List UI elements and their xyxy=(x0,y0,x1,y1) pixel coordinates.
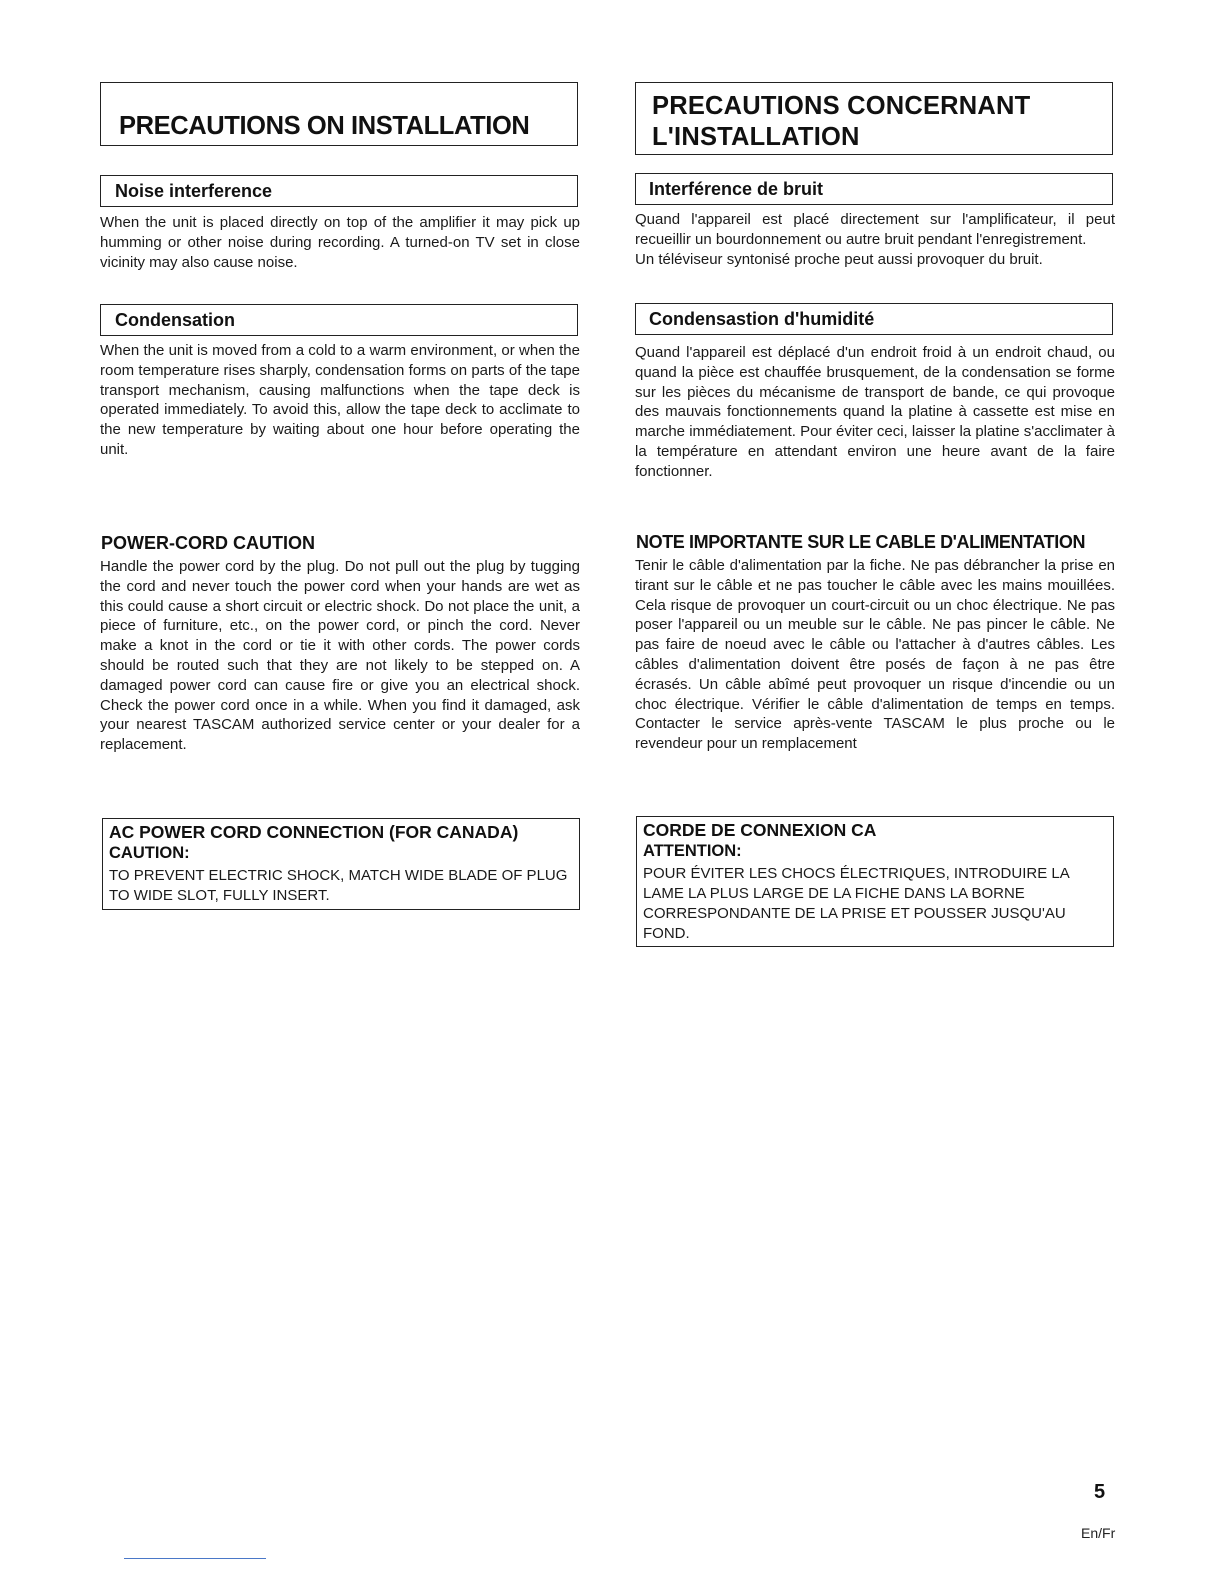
section-title-fr-line1: PRECAUTIONS CONCERNANT xyxy=(652,92,1031,120)
condensation-humidite-heading: Condensastion d'humidité xyxy=(635,303,1113,335)
condensation-text: When the unit is moved from a cold to a warm environment, or when the room temperature rises sharply, condensation forms on parts of the tape transport mechanism, causing malfunctions when the tape deck is operated immediately. To avoid this, allow the tape deck to acclimate to the new temperature by waiting about one hour before operating the unit. xyxy=(100,342,580,458)
french-column xyxy=(635,0,1115,1584)
power-cord-caution-text: Handle the power cord by the plug. Do not pull out the plug by tugging the cord and never touch the power cord when your hands are wet as this could cause a short circuit or electric shock. Do not place the unit, a piece of furniture, etc., on the power cord, or pinch the cord. Never make a knot in the cord or tie it with other cords. The power cords should be routed such that they are not likely to be stepped on. A damaged power cord can cause fire or give you an electrical shock. Check the power cord once in a while. When you find it damaged, ask your nearest TASCAM authorized service center or your dealer for a replacement. xyxy=(100,558,580,754)
interference-de-bruit-text-2: Un téléviseur syntonisé proche peut aussi provoquer du bruit. xyxy=(635,250,1043,268)
english-column xyxy=(100,0,580,1584)
ac-power-cord-caution-box xyxy=(102,818,580,910)
ac-power-cord-title: AC POWER CORD CONNECTION (FOR CANADA) xyxy=(109,822,519,842)
caution-text: TO PREVENT ELECTRIC SHOCK, MATCH WIDE BLADE OF PLUG TO WIDE SLOT, FULLY INSERT. xyxy=(109,867,568,904)
page-number: 5 xyxy=(1094,1481,1106,1503)
interference-de-bruit-text-1: Quand l'appareil est placé directement sur l'amplificateur, il peut recueillir un bourdonnement ou autre bruit pendant l'enregistrement. xyxy=(635,211,1115,248)
corde-connexion-title: CORDE DE CONNEXION CA xyxy=(643,820,877,840)
cable-alimentation-heading: NOTE IMPORTANTE SUR LE CABLE D'ALIMENTATION xyxy=(636,532,1086,552)
interference-de-bruit-text xyxy=(635,210,1115,269)
section-title: PRECAUTIONS ON INSTALLATION xyxy=(100,82,578,146)
caution-label: CAUTION: xyxy=(109,844,190,862)
power-cord-caution-heading: POWER-CORD CAUTION xyxy=(101,533,315,553)
condensation-humidite-text: Quand l'appareil est déplacé d'un endroit froid à un endroit chaud, ou quand la pièce est chauffée brusquement, de la condensation se forme sur les pièces du mécanisme de transport de bande, ce qui provoque des mauvais fonctionnements quand la platine à cassette est mise en marche immédiatement. Pour éviter ceci, laisser la platine s'acclimater à la température en attendant environ une heure avant de la faire fonctionner. xyxy=(635,344,1115,480)
interference-de-bruit-heading: Interférence de bruit xyxy=(635,173,1113,205)
section-title-fr xyxy=(635,82,1113,155)
noise-interference-text: When the unit is placed directly on top of the amplifier it may pick up humming or other noise during recording. A turned-on TV set in close vicinity may also cause noise. xyxy=(100,214,580,271)
corde-connexion-box xyxy=(636,816,1114,947)
cable-alimentation-text: Tenir le câble d'alimentation par la fiche. Ne pas débrancher la prise en tirant sur le câble et ne pas toucher le câble avec les mains mouillées. Cela risque de provoquer un court-circuit ou un choc électrique. Ne pas poser l'appareil ou un meuble sur le câble. Ne pas pincer le câble. Ne pas faire de noeud avec le câble ou l'attacher à d'autres câbles. Les câbles d'alimentation doivent être posés de façon à ne pas être écrasés. Un câble abîmé peut provoquer un risque d'incendie ou un choc électrique. Vérifier le câble d'alimentation de temps en temps. Contacter le service après-vente TASCAM le plus proche ou le revendeur pour un remplacement xyxy=(635,557,1115,753)
attention-label: ATTENTION: xyxy=(643,842,742,860)
section-title-fr-line2: L'INSTALLATION xyxy=(652,123,860,151)
noise-interference-heading: Noise interference xyxy=(100,175,578,207)
condensation-heading: Condensation xyxy=(100,304,578,336)
attention-text: POUR ÉVITER LES CHOCS ÉLECTRIQUES, INTRODUIRE LA LAME LA PLUS LARGE DE LA FICHE DANS LA BORNE CORRESPONDANTE DE LA PRISE ET POUSSER JUSQU'AU FOND. xyxy=(643,865,1069,942)
footer-rule xyxy=(124,1558,266,1559)
language-code: En/Fr xyxy=(1081,1525,1116,1541)
